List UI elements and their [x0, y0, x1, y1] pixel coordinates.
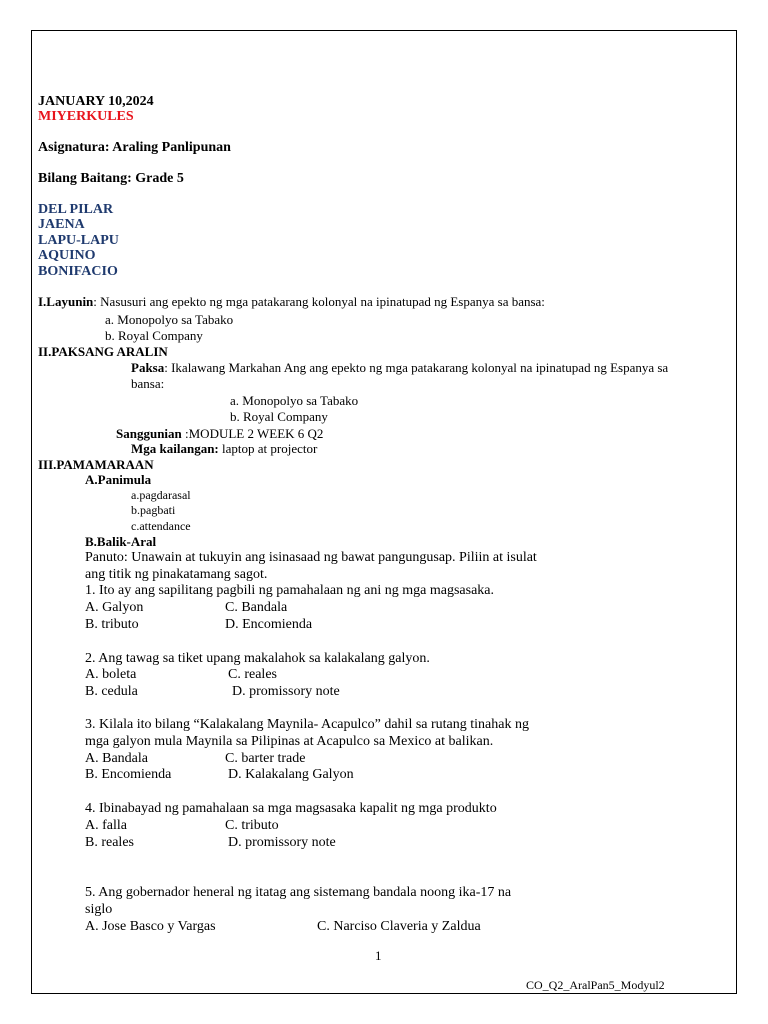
- choice-c: C. tributo: [225, 818, 279, 833]
- layunin-label: I.Layunin: [38, 294, 94, 309]
- question-text: 3. Kilala ito bilang “Kalakalang Maynila- Acapulco” dahil sa rutang tinahak ng: [85, 717, 529, 732]
- section-item: LAPU-LAPU: [38, 233, 119, 248]
- section-item: JAENA: [38, 217, 85, 232]
- paksa-text: : Ikalawang Markahan Ang ang epekto ng mga patakarang kolonyal na ipinatupad ng Espanya sa: [164, 360, 669, 375]
- day: MIYERKULES: [38, 109, 134, 124]
- section-item: AQUINO: [38, 248, 96, 263]
- choice-b: B. cedula: [85, 684, 138, 699]
- panimula-item: a.pagdarasal: [131, 488, 191, 502]
- kailangan-label: Mga kailangan:: [131, 441, 219, 456]
- balik-aral-label: B.Balik-Aral: [85, 534, 157, 549]
- pamamaraan-heading: III.PAMAMARAAN: [38, 457, 154, 472]
- choice-a: A. Jose Basco y Vargas: [85, 919, 216, 934]
- kailangan-text: laptop at projector: [218, 441, 318, 456]
- choice-c: C. reales: [228, 667, 277, 682]
- panuto-line: ang titik ng pinakatamang sagot.: [85, 567, 268, 582]
- choice-c: C. barter trade: [225, 751, 306, 766]
- choice-a: A. Bandala: [85, 751, 148, 766]
- choice-d: D. Kalakalang Galyon: [228, 767, 354, 782]
- paksang-aralin-heading: II.PAKSANG ARALIN: [38, 344, 168, 359]
- question-text: 5. Ang gobernador heneral ng itatag ang sistemang bandala noong ika-17 na: [85, 885, 512, 900]
- question-text: 2. Ang tawag sa tiket upang makalahok sa kalakalang galyon.: [85, 651, 430, 666]
- paksa-line: [131, 361, 668, 374]
- choice-b: B. tributo: [85, 617, 139, 632]
- panimula-item: b.pagbati: [131, 503, 176, 517]
- page-number: 1: [375, 948, 382, 963]
- sanggunian-line: [116, 427, 323, 440]
- choice-b: B. reales: [85, 835, 134, 850]
- paksa-text-cont: bansa:: [131, 376, 165, 391]
- layunin-line: [38, 295, 545, 308]
- choice-a: A. Galyon: [85, 600, 144, 615]
- choice-a: A. falla: [85, 818, 127, 833]
- sanggunian-label: Sanggunian: [116, 426, 182, 441]
- choice-d: D. promissory note: [232, 684, 340, 699]
- subject-label: Asignatura: Araling Panlipunan: [38, 140, 231, 155]
- sanggunian-text: :MODULE 2 WEEK 6 Q2: [181, 426, 324, 441]
- panuto-line: Panuto: Unawain at tukuyin ang isinasaad ng bawat pangungusap. Piliin at isulat: [85, 550, 537, 565]
- paksa-item: b. Royal Company: [230, 409, 328, 424]
- layunin-item: a. Monopolyo sa Tabako: [105, 312, 234, 327]
- choice-d: D. promissory note: [228, 835, 336, 850]
- question-text-cont: siglo: [85, 902, 113, 917]
- kailangan-line: [131, 442, 317, 455]
- paksa-item: a. Monopolyo sa Tabako: [230, 393, 359, 408]
- panimula-item: c.attendance: [131, 519, 191, 533]
- paksa-label: Paksa: [131, 360, 165, 375]
- grade-label: Bilang Baitang: Grade 5: [38, 171, 184, 186]
- layunin-text: : Nasusuri ang epekto ng mga patakarang kolonyal na ipinatupad ng Espanya sa bansa:: [93, 294, 545, 309]
- date: JANUARY 10,2024: [38, 94, 154, 109]
- choice-c: C. Bandala: [225, 600, 288, 615]
- document-code: CO_Q2_AralPan5_Modyul2: [526, 978, 665, 992]
- question-text: 4. Ibinabayad ng pamahalaan sa mga magsasaka kapalit ng mga produkto: [85, 801, 497, 816]
- layunin-item: b. Royal Company: [105, 328, 203, 343]
- choice-a: A. boleta: [85, 667, 137, 682]
- panimula-label: A.Panimula: [85, 472, 152, 487]
- question-text: 1. Ito ay ang sapilitang pagbili ng pamahalaan ng ani ng mga magsasaka.: [85, 583, 494, 598]
- section-item: BONIFACIO: [38, 264, 118, 279]
- question-text-cont: mga galyon mula Maynila sa Pilipinas at Acapulco sa Mexico at balikan.: [85, 734, 494, 749]
- choice-d: D. Encomienda: [225, 617, 313, 632]
- section-item: DEL PILAR: [38, 202, 114, 217]
- choice-c: C. Narciso Claveria y Zaldua: [317, 919, 481, 934]
- choice-b: B. Encomienda: [85, 767, 172, 782]
